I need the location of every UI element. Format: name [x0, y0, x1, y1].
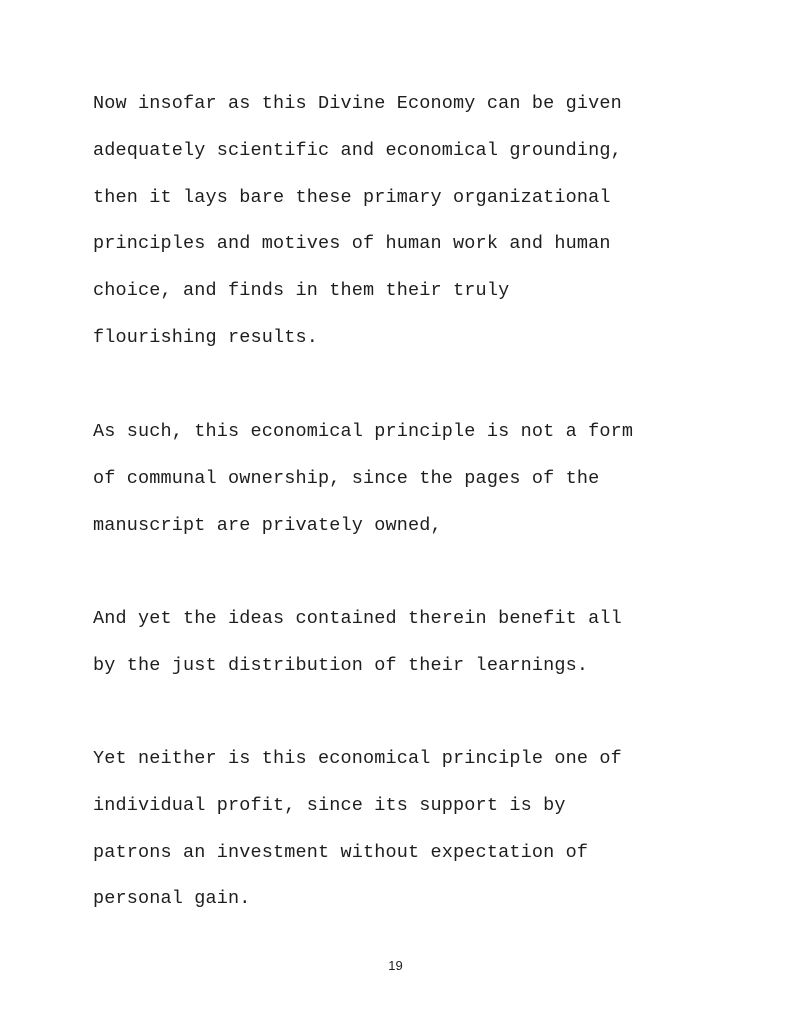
text-line: flourishing results. [93, 326, 319, 348]
paragraph-3 [93, 609, 713, 703]
page-number: 19 [388, 958, 403, 973]
text-line: principles and motives of human work and human [93, 233, 611, 255]
text-line: personal gain. [93, 888, 251, 910]
text-line: Yet neither is this economical principle one of [93, 748, 622, 769]
paragraph-1 [93, 94, 713, 375]
paragraph-2 [93, 422, 713, 562]
text-line: Now insofar as this Divine Economy can be given [93, 93, 622, 114]
text-line: manuscript are privately owned, [93, 514, 442, 536]
text-line: individual profit, since its support is by [93, 794, 566, 816]
text-line: then it lays bare these primary organizational [93, 186, 611, 208]
text-line: adequately scientific and economical grounding, [93, 139, 622, 161]
text-line: choice, and finds in them their truly [93, 280, 510, 302]
text-line: by the just distribution of their learnings. [93, 654, 589, 676]
text-line: patrons an investment without expectation of [93, 841, 589, 863]
text-line: And yet the ideas contained therein benefit all [93, 608, 622, 629]
text-line: As such, this economical principle is not a form [93, 421, 634, 442]
text-line: of communal ownership, since the pages of the [93, 467, 600, 489]
paragraph-4 [93, 749, 713, 936]
